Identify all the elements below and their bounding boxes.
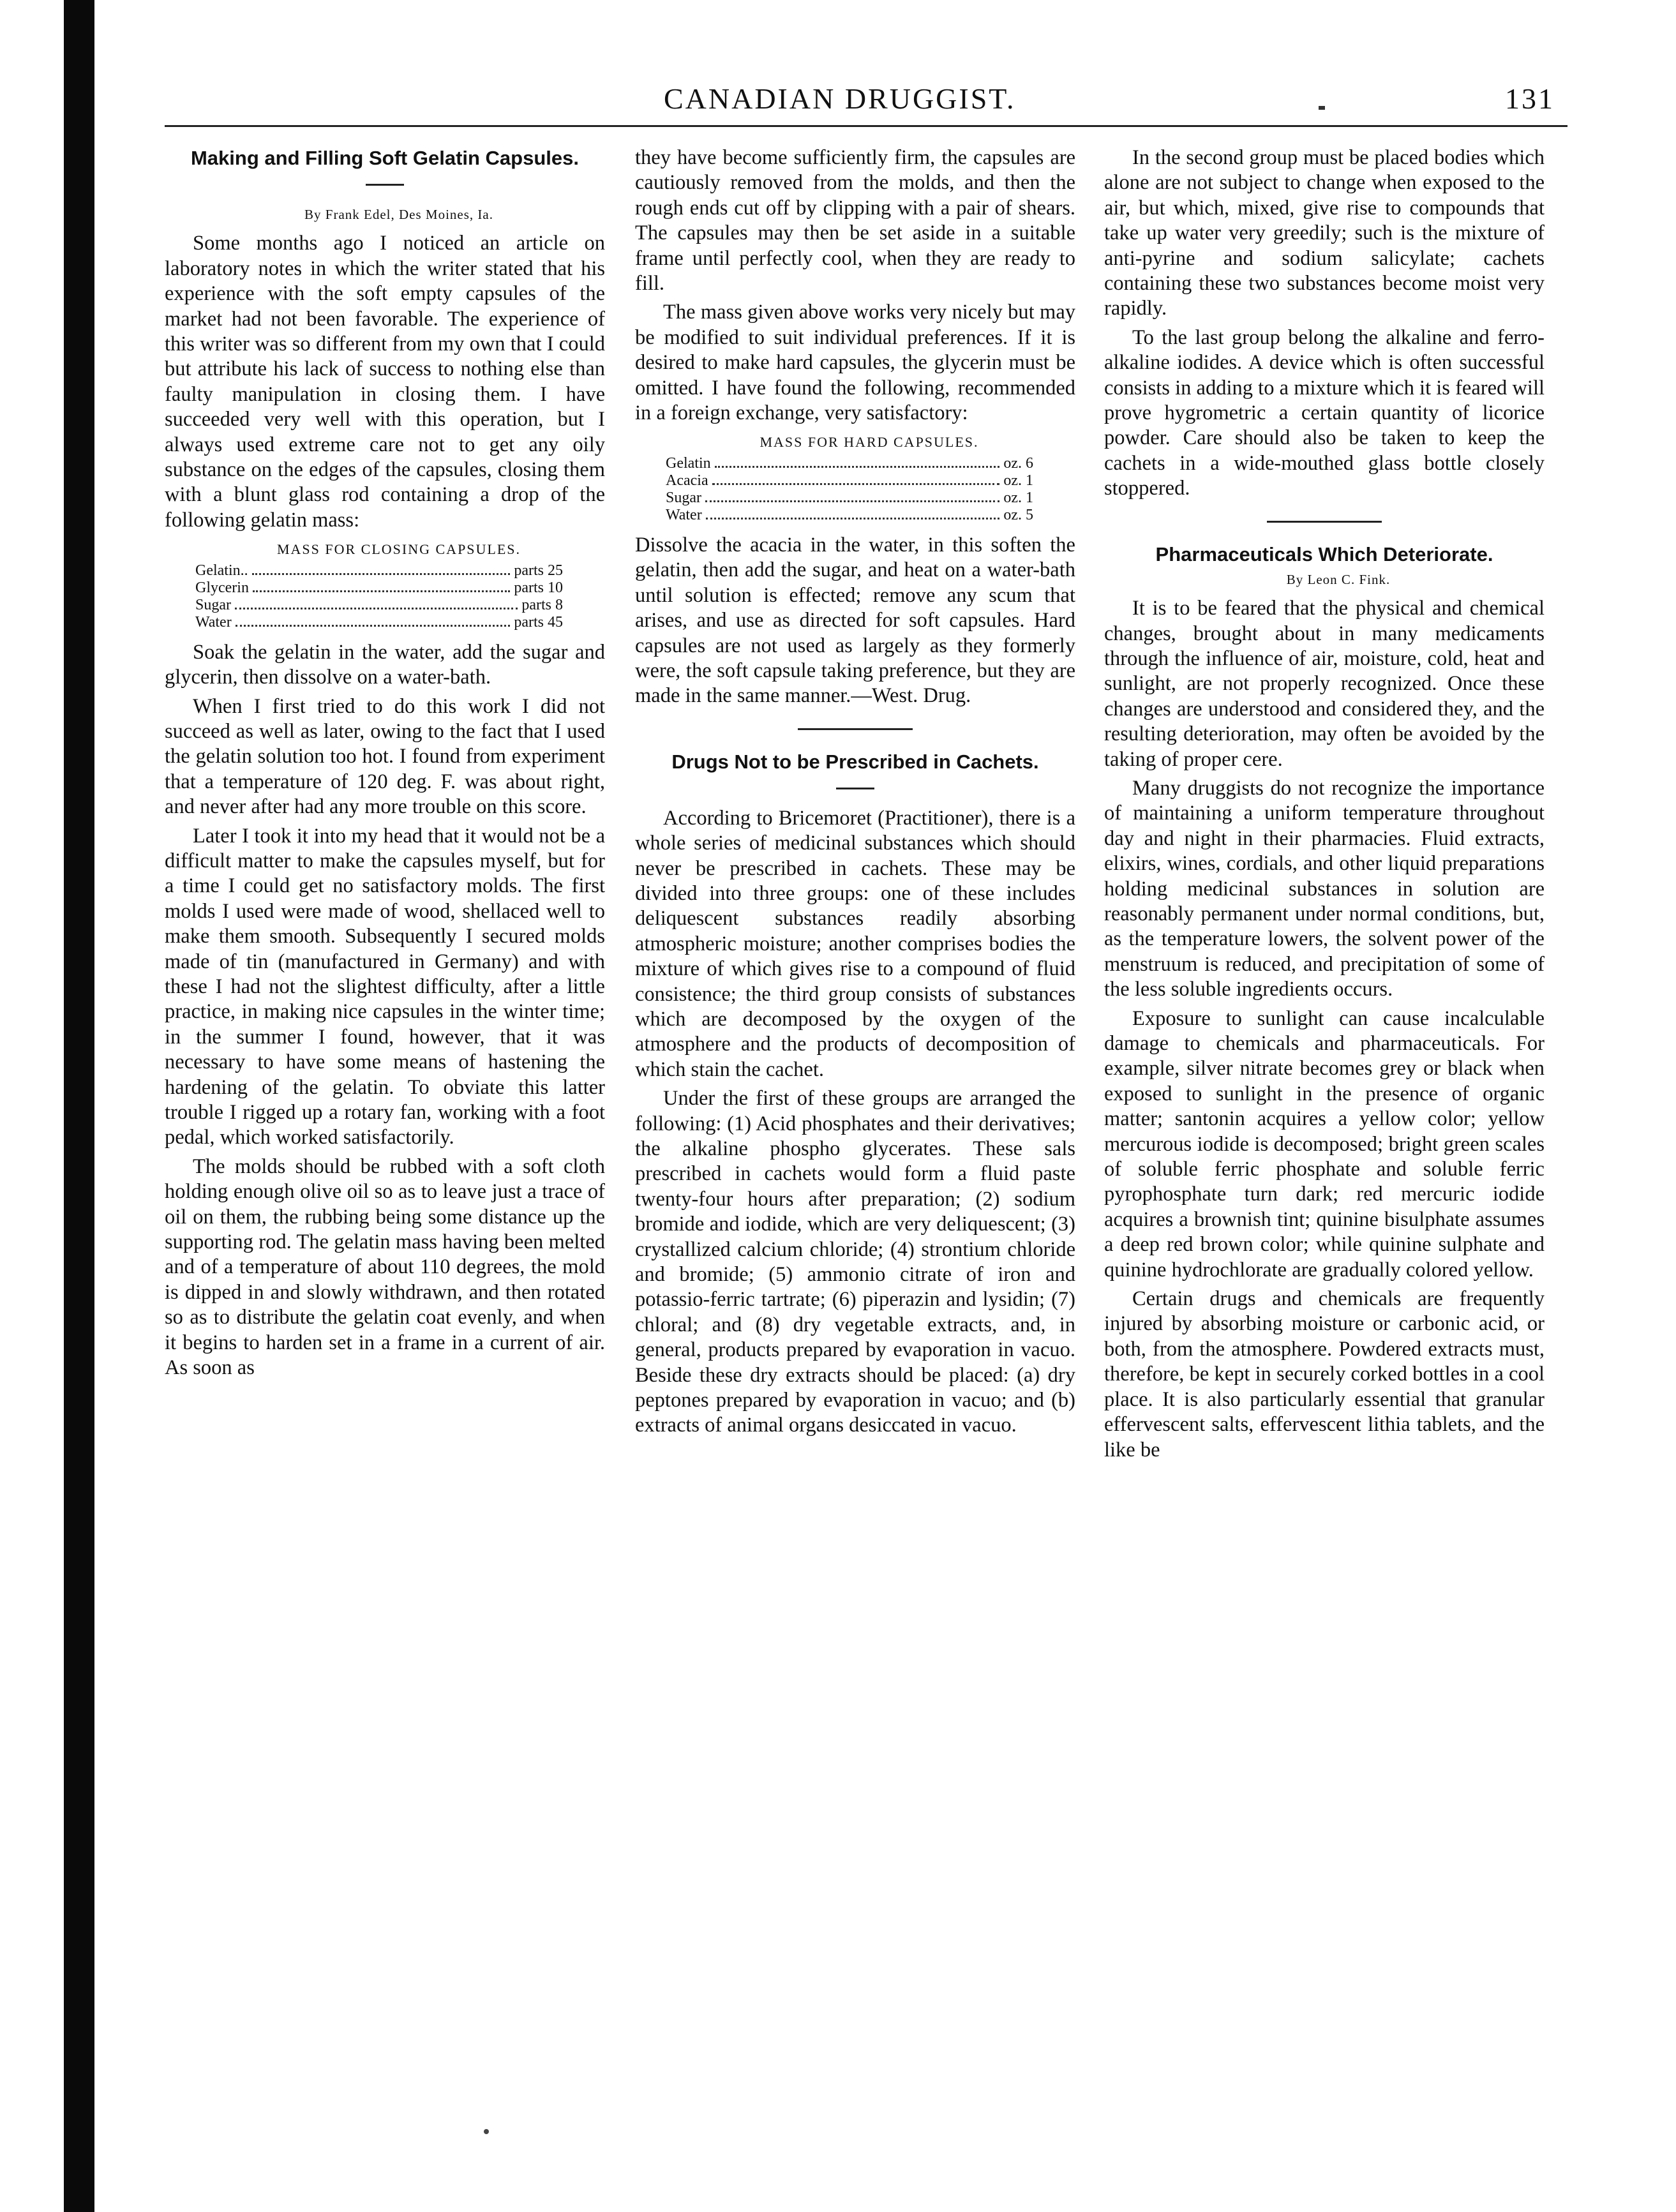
title-dash [366, 184, 404, 186]
ingredient: Gelatin.. [195, 562, 248, 579]
quantity: parts 45 [514, 613, 563, 631]
paragraph: Certain drugs and chemicals are frequently injured by absorbing moisture or carbonic acid, or both, from the atmosphere. Powdered extracts must, therefore, be kept in securely corked bottles in a cool place. It is also particularly essential that granular effervescent salts, effervescent lithia tablets, and the like be [1104, 1287, 1545, 1461]
title-dash [836, 788, 874, 789]
quantity: parts 25 [514, 562, 563, 579]
paragraph: Under the first of these groups are arranged the following: (1) Acid phosphates and their derivatives; the alkaline phospho glycerates. These sals prescribed in cachets would form a fluid paste twenty-four hours after preparation; (2) sodium bromide and iodide, which are very deliquescent; (3) crystallized calcium chloride; (4) strontium chloride and bromide; (5) ammonio citrate of iron and potassio-ferric tartrate; (6) piperazin and lysidin; (7) chloral; and (8) dry vegetable extracts, and, in general, products prepared by evaporation in vacuo. Beside these dry extracts should be placed: (a) dry peptones prepared by evaporation in vacuo; and (b) extracts of animal organs desiccated in vacuo. [635, 1087, 1075, 1437]
byline-pharmaceuticals: By Leon C. Fink. [1286, 571, 1391, 587]
paragraph: Many druggists do not recognize the importance of maintaining a uniform temperature throughout day and night in their pharmacies. Fluid extracts, elixirs, wines, cordials, and other liquid preparations holding medicinal substances in solution are reasonably permanent under normal conditions, but, as the temperature lowers, the solvent power of the menstruum is reduced, and precipitation of some of the less soluble ingredients occurs. [1104, 776, 1545, 1001]
leader-dots [712, 483, 1000, 485]
article-title-pharmaceuticals: Pharmaceuticals Which Deteriorate. [1155, 542, 1493, 565]
paragraph-continued: they have become sufficiently firm, the capsules are cautiously removed from the molds, and then the rough ends cut off by clipping with a pair of shears. The capsules may then be set aside in a suitable frame until perfectly cool, when they are ready to fill. [635, 146, 1075, 295]
paragraph: To the last group belong the alkaline and ferro-alkaline iodides. A device which is often successful consists in adding to a mixture which it is feared will prove hygrometric a certain quantity of licorice powder. Care should also be taken to keep the cachets in a wide-mouthed glass bottle closely stoppered. [1104, 325, 1545, 500]
paragraph: It is to be feared that the physical and chemical changes, brought about in many medicaments through the influence of air, moisture, cold, heat and sunlight, are not properly recognized. Once these changes are understood and considered they, and the resulting deterioration, may often be avoided by the taking of proper cere. [1104, 597, 1545, 771]
formula-title-closing: MASS FOR CLOSING CAPSULES. [276, 541, 521, 558]
print-mark [1319, 106, 1325, 110]
formula-row [195, 579, 563, 597]
quantity: oz. 5 [1003, 506, 1033, 523]
leader-dots [252, 573, 511, 575]
paragraph: The molds should be rubbed with a soft cloth holding enough olive oil so as to leave just a trace of oil on them, the rubbing being some distance up the supporting rod. The gelatin mass having been melted and of a temperature of about 110 degrees, the mold is dipped in and slowly withdrawn, and then rotated so as to distribute the gelatin coat evenly, and when it begins to harden set in a frame in a current of air. As soon as [165, 1155, 605, 1380]
formula-row [666, 455, 1033, 472]
quantity: parts 8 [521, 596, 563, 613]
quantity: oz. 1 [1003, 472, 1033, 489]
header-rule [165, 125, 1568, 127]
ingredient: Water [195, 613, 232, 631]
formula-row [195, 597, 563, 614]
formula-row [666, 507, 1033, 524]
article-title-capsules: Making and Filling Soft Gelatin Capsules. [190, 147, 579, 169]
column-3 [1104, 146, 1545, 1463]
formula-row [195, 562, 563, 579]
leader-dots [236, 625, 511, 627]
section-rule [798, 728, 913, 730]
formula-row [666, 472, 1033, 489]
quantity: oz. 1 [1003, 489, 1033, 506]
byline-capsules: By Frank Edel, Des Moines, Ia. [304, 207, 493, 222]
paragraph: Exposure to sunlight can cause incalculable damage to chemicals and pharmaceuticals. For example, silver nitrate becomes grey or black when exposed to sunlight in the presence of organic matter; santonin acquires a yellow color; yellow mercurous iodide is decomposed; bright green scales of soluble ferric phosphate and soluble ferric pyrophosphate turn dark; red mercuric iodide acquires a brownish tint; quinine bisulphate assumes a deep red brown color; while quinine sulphate and quinine hydrochlorate are gradually colored yellow. [1104, 1006, 1545, 1282]
article-title-cachets: Drugs Not to be Prescribed in Cachets. [671, 750, 1039, 773]
quantity: oz. 6 [1003, 454, 1033, 472]
paragraph: In the second group must be placed bodies which alone are not subject to change when exposed to the air, but which, mixed, give rise to compounds that take up water very greedily; such is the mixture of anti-pyrine and sodium salicylate; cachets containing these two substances become moist very rapidly. [1104, 146, 1545, 320]
leader-dots [715, 466, 1000, 468]
journal-title: CANADIAN DRUGGIST. [664, 82, 1016, 115]
formula-title-hard: MASS FOR HARD CAPSULES. [759, 434, 979, 451]
leader-dots [706, 518, 1000, 519]
paragraph: According to Bricemoret (Practitioner), there is a whole series of medicinal substances which should never be prescribed in cachets. These may be divided into three groups: one of these includes deliquescent substances readily absorbing atmospheric moisture; another comprises bodies the mixture of which gives rise to a compound of fluid consistence; the third group consists of substances which are decomposed by the oxygen of the atmosphere and the products of decomposition of which stain the cachet. [635, 806, 1075, 1081]
ingredient: Gelatin [666, 454, 711, 472]
ingredient: Sugar [666, 489, 701, 506]
running-head [0, 82, 1676, 120]
formula-hard-capsules [635, 455, 1075, 524]
ingredient: Sugar [195, 596, 231, 613]
ingredient: Glycerin [195, 579, 249, 596]
paragraph: When I first tried to do this work I did not succeed as well as later, owing to the fact that I used the gelatin solution too hot. I found from experiment that a temperature of 120 deg. F. was about right, and never after had any more trouble on this score. [165, 694, 605, 819]
binding-spine [64, 0, 94, 2212]
paragraph: Later I took it into my head that it would not be a difficult matter to make the capsules myself, but for a time I could get no satisfactory molds. The first molds I used were made of wood, shellaced well to make them smooth. Subsequently I secured molds made of tin (manufactured in Germany) and with these I had not the slightest difficulty, after a little practice, in making nice capsules in the winter time; in the summer I found, however, that it was necessary to have some means of hastening the hardening of the gelatin. To obviate this latter trouble I rigged up a rotary fan, working with a foot pedal, which worked satisfactorily. [165, 824, 605, 1149]
ingredient: Water [666, 506, 702, 523]
quantity: parts 10 [514, 579, 563, 596]
paragraph: The mass given above works very nicely but may be modified to suit individual preferences. If it is desired to make hard capsules, the glycerin must be omitted. I have found the following, recommended in a foreign exchange, very satisfactory: [635, 301, 1075, 425]
section-rule [1267, 521, 1382, 523]
ingredient: Acacia [666, 472, 708, 489]
paragraph: Some months ago I noticed an article on laboratory notes in which the writer stated that his experience with the soft empty capsules of the market had not been favorable. The experience of this writer was so different from my own that I could but attribute his lack of success to nothing else than faulty manipulation in closing them. I have succeeded very well with this operation, but I always used extreme care not to get any oily substance on the edges of the capsules, closing them with a blunt glass rod containing a drop of the following gelatin mass: [165, 232, 605, 532]
paragraph: Dissolve the acacia in the water, in this soften the gelatin, then add the sugar, and heat on a water-bath until solution is effected; remove any scum that arises, and use as directed for soft capsules. Hard capsules are not used as largely as they formerly were, the soft capsule taking preference, but they are made in the same manner.—West. Drug. [635, 533, 1075, 708]
formula-row [195, 614, 563, 631]
formula-row [666, 489, 1033, 507]
column-2 [635, 146, 1075, 1439]
leader-dots [253, 590, 510, 592]
print-mark [484, 2129, 489, 2134]
formula-closing-capsules [165, 562, 605, 631]
paragraph: Soak the gelatin in the water, add the sugar and glycerin, then dissolve on a water-bath. [165, 640, 605, 689]
page-number: 131 [1505, 82, 1555, 115]
column-1 [165, 146, 605, 1380]
leader-dots [705, 500, 999, 502]
leader-dots [235, 608, 518, 609]
